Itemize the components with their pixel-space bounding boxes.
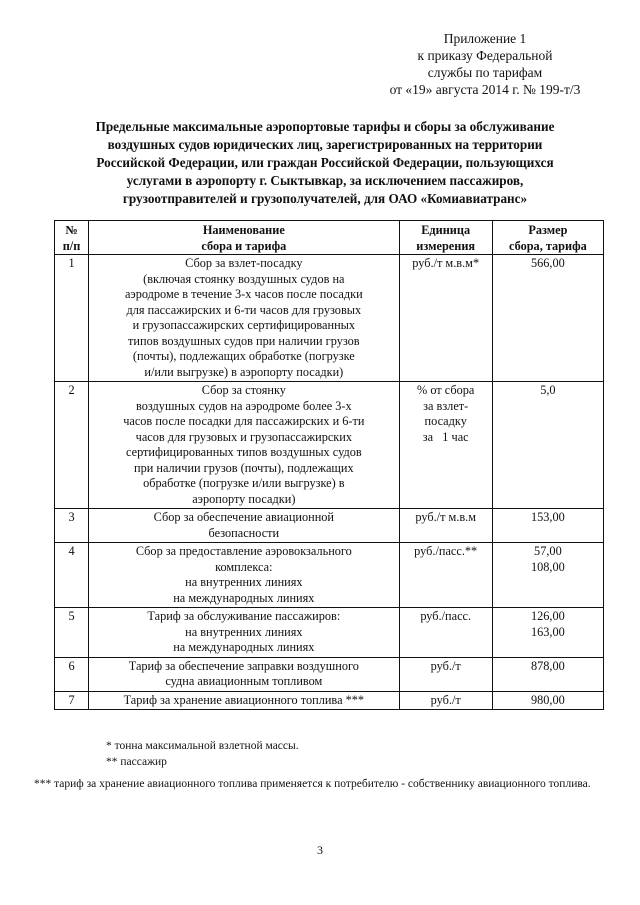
row-value (492, 657, 603, 691)
table-header-row (55, 221, 604, 255)
appendix-line: службы по тарифам (427, 65, 543, 80)
row-number: 3 (55, 509, 89, 543)
name-line: и/или выгрузке) в аэропорту посадки) (144, 364, 344, 379)
row-unit (399, 255, 492, 382)
row-number: 4 (55, 543, 89, 608)
name-line: Сбор за предоставление аэровокзального (135, 544, 352, 558)
row-unit (399, 382, 492, 509)
header-text: сбора и тарифа (201, 238, 287, 253)
name-line: часов для грузовых и грузопассажирских (135, 429, 353, 444)
name-line: для пассажирских и 6-ти часов для грузовых (126, 302, 362, 317)
name-line: при наличии грузов (почты), подлежащих (134, 460, 354, 475)
unit-line: % от сбора (417, 383, 475, 397)
unit-line: руб./т (430, 692, 461, 707)
value-line: 980,00 (530, 692, 565, 707)
row-number: 5 (55, 608, 89, 658)
value-line: 153,00 (530, 510, 565, 524)
name-line: на внутренних линиях (185, 624, 303, 639)
row-name (89, 691, 400, 710)
unit-line: за 1 час (422, 429, 469, 444)
row-number: 7 (55, 691, 89, 710)
row-name (89, 608, 400, 658)
table-row (55, 543, 604, 608)
header-text: сбора, тарифа (508, 238, 587, 253)
row-name (89, 382, 400, 509)
name-line: аэропорту посадки) (192, 491, 296, 506)
row-unit (399, 543, 492, 608)
row-value (492, 509, 603, 543)
row-number: 1 (55, 255, 89, 382)
value-line: 57,00 (534, 544, 562, 558)
unit-line: руб./т (430, 658, 461, 673)
appendix-line: от «19» августа 2014 г. № 199-т/3 (389, 82, 581, 97)
footnote-3: *** тариф за хранение авиационного топлива применяется к потребителю - собственнику авиационного топлива. (34, 778, 591, 790)
appendix-line: Приложение 1 (443, 31, 527, 46)
value-line: 5,0 (540, 383, 556, 397)
row-value (492, 382, 603, 509)
row-value (492, 255, 603, 382)
header-text: измерения (416, 238, 476, 253)
name-line: (почты), подлежащих обработке (погрузке (132, 349, 355, 363)
name-line: на международных линиях (173, 590, 315, 605)
name-line: на внутренних линиях (185, 575, 303, 589)
footnote-1: * тонна максимальной взлетной массы. (106, 740, 299, 752)
table-row (55, 691, 604, 710)
title-line: Предельные максимальные аэропортовые тарифы и сборы за обслуживание (95, 119, 555, 134)
unit-line: руб./пасс. (420, 609, 472, 623)
row-unit (399, 608, 492, 658)
header-value (492, 221, 603, 255)
table-row (55, 509, 604, 543)
row-value (492, 608, 603, 658)
header-text: Размер (528, 223, 568, 237)
row-value (492, 691, 603, 710)
header-name (89, 221, 400, 255)
table-row (55, 255, 604, 382)
title-line: услугами в аэропорту г. Сыктывкар, за исключением пассажиров, (126, 173, 524, 188)
appendix-header (370, 30, 600, 98)
header-num (55, 221, 89, 255)
row-name (89, 657, 400, 691)
footnote-2: ** пассажир (106, 756, 167, 768)
header-text: Наименование (202, 223, 285, 237)
name-line: часов после посадки для пассажирских и 6-ти (123, 414, 365, 428)
value-line: 126,00 (530, 609, 565, 623)
header-unit (399, 221, 492, 255)
unit-line: посадку (424, 414, 467, 428)
table-row (55, 608, 604, 658)
name-line: Сбор за взлет-посадку (185, 256, 303, 270)
title-line: Российской Федерации, или граждан Российской Федерации, пользующихся (96, 155, 554, 170)
name-line: и грузопассажирских сертифицированных (132, 318, 356, 332)
page-number: 3 (317, 843, 323, 857)
name-line: безопасности (208, 525, 280, 540)
tariff-table (54, 220, 604, 710)
row-name (89, 543, 400, 608)
table-row (55, 382, 604, 509)
row-name (89, 255, 400, 382)
row-name (89, 509, 400, 543)
unit-line: руб./пасс.** (414, 544, 478, 558)
name-line: судна авиационным топливом (165, 674, 323, 688)
name-line: обработке (погрузке и/или выгрузке) в (143, 476, 345, 490)
value-line: 163,00 (530, 624, 565, 639)
footnotes (34, 738, 608, 790)
unit-line: за взлет- (423, 398, 469, 413)
row-number: 6 (55, 657, 89, 691)
header-text: п/п (62, 238, 81, 253)
title-line: грузоотправителей и грузополучателей, для ОАО «Комиавиатранс» (122, 191, 528, 206)
name-line: Сбор за обеспечение авиационной (153, 510, 335, 524)
document-title (40, 118, 610, 208)
value-line: 108,00 (530, 559, 565, 574)
name-line: воздушных судов на аэродроме более 3-х (136, 398, 352, 413)
row-number: 2 (55, 382, 89, 509)
name-line: (включая стоянку воздушных судов на (143, 271, 345, 286)
name-line: Тариф за хранение авиационного топлива *** (123, 692, 365, 707)
table-row (55, 657, 604, 691)
header-text: № (65, 223, 78, 237)
name-line: на международных линиях (173, 640, 315, 654)
row-unit (399, 657, 492, 691)
name-line: сертифицированных типов воздушных судов (126, 445, 362, 459)
header-text: Единица (421, 223, 471, 237)
value-line: 878,00 (530, 658, 565, 673)
row-value (492, 543, 603, 608)
name-line: Сбор за стоянку (201, 383, 286, 397)
name-line: типов воздушных судов при наличии грузов (128, 333, 360, 348)
row-unit (399, 509, 492, 543)
value-line: 566,00 (530, 256, 565, 270)
unit-line: руб./т м.в.м* (412, 256, 480, 270)
appendix-line: к приказу Федеральной (417, 48, 553, 63)
row-unit (399, 691, 492, 710)
unit-line: руб./т м.в.м (415, 510, 477, 524)
title-line: воздушных судов юридических лиц, зарегистрированных на территории (107, 137, 543, 152)
name-line: комплекса: (215, 559, 273, 574)
name-line: Тариф за обслуживание пассажиров: (147, 609, 341, 623)
name-line: аэродроме в течение 3-х часов после посадки (124, 287, 363, 301)
name-line: Тариф за обеспечение заправки воздушного (128, 658, 359, 673)
